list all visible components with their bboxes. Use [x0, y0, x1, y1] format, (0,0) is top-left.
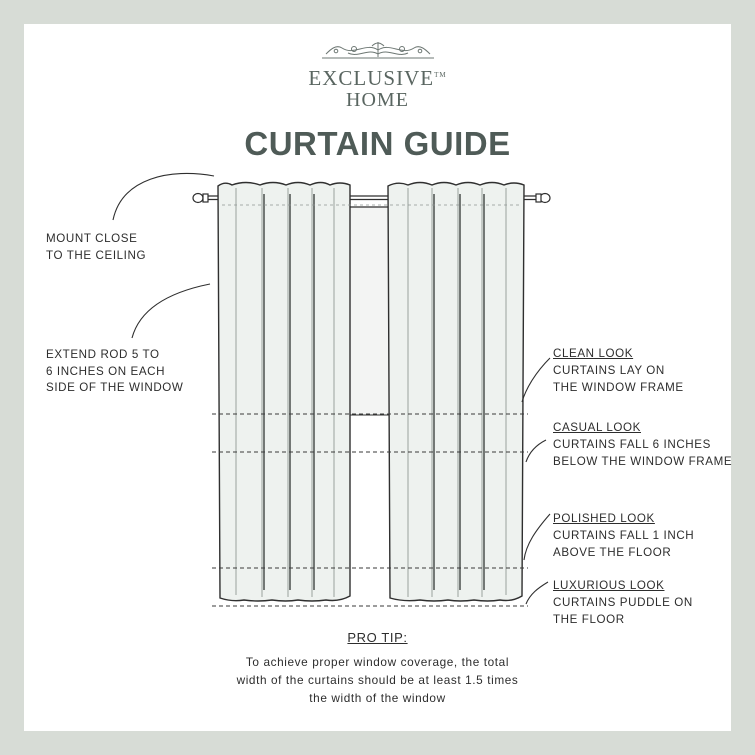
luxurious-look-heading: LUXURIOUS LOOK: [553, 579, 665, 592]
clean-look-heading: CLEAN LOOK: [553, 347, 634, 360]
polished-look-description: CURTAINS FALL 1 INCH ABOVE THE FLOOR: [553, 529, 695, 559]
casual-look-heading: CASUAL LOOK: [553, 421, 641, 434]
window-opening: [350, 207, 390, 415]
right-curtain-panel: [388, 183, 524, 602]
rod-extension-leader: [132, 284, 210, 338]
polished-look-heading: POLISHED LOOK: [553, 512, 655, 525]
polished-look-callout: [553, 510, 694, 561]
rod-extension-note: EXTEND ROD 5 TO 6 INCHES ON EACH SIDE OF THE WINDOW: [46, 348, 184, 395]
clean-look-leader: [522, 358, 550, 402]
brand-name: EXCLUSIVE™: [308, 66, 447, 90]
brand-subname: HOME: [346, 89, 409, 111]
casual-look-leader: [526, 440, 546, 462]
luxurious-look-callout: [553, 577, 693, 628]
luxurious-look-description: CURTAINS PUDDLE ON THE FLOOR: [553, 596, 693, 626]
mount-note: MOUNT CLOSE TO THE CEILING: [46, 232, 147, 262]
pro-tip-heading: PRO TIP:: [347, 630, 408, 645]
rod-finial-left: [193, 194, 203, 203]
pro-tip-text: To achieve proper window coverage, the total width of the curtains should be at least 1.5 times the width of the window: [236, 655, 519, 705]
trademark-mark: TM: [434, 71, 447, 79]
clean-look-callout: [553, 345, 684, 396]
page-title: CURTAIN GUIDE: [244, 125, 511, 162]
casual-look-description: CURTAINS FALL 6 INCHES BELOW THE WINDOW FRAME: [553, 438, 733, 468]
polished-look-leader: [524, 514, 550, 560]
left-curtain-panel: [218, 183, 350, 602]
casual-look-callout: [553, 419, 732, 470]
clean-look-description: CURTAINS LAY ON THE WINDOW FRAME: [553, 364, 684, 394]
luxurious-look-leader: [526, 582, 548, 604]
